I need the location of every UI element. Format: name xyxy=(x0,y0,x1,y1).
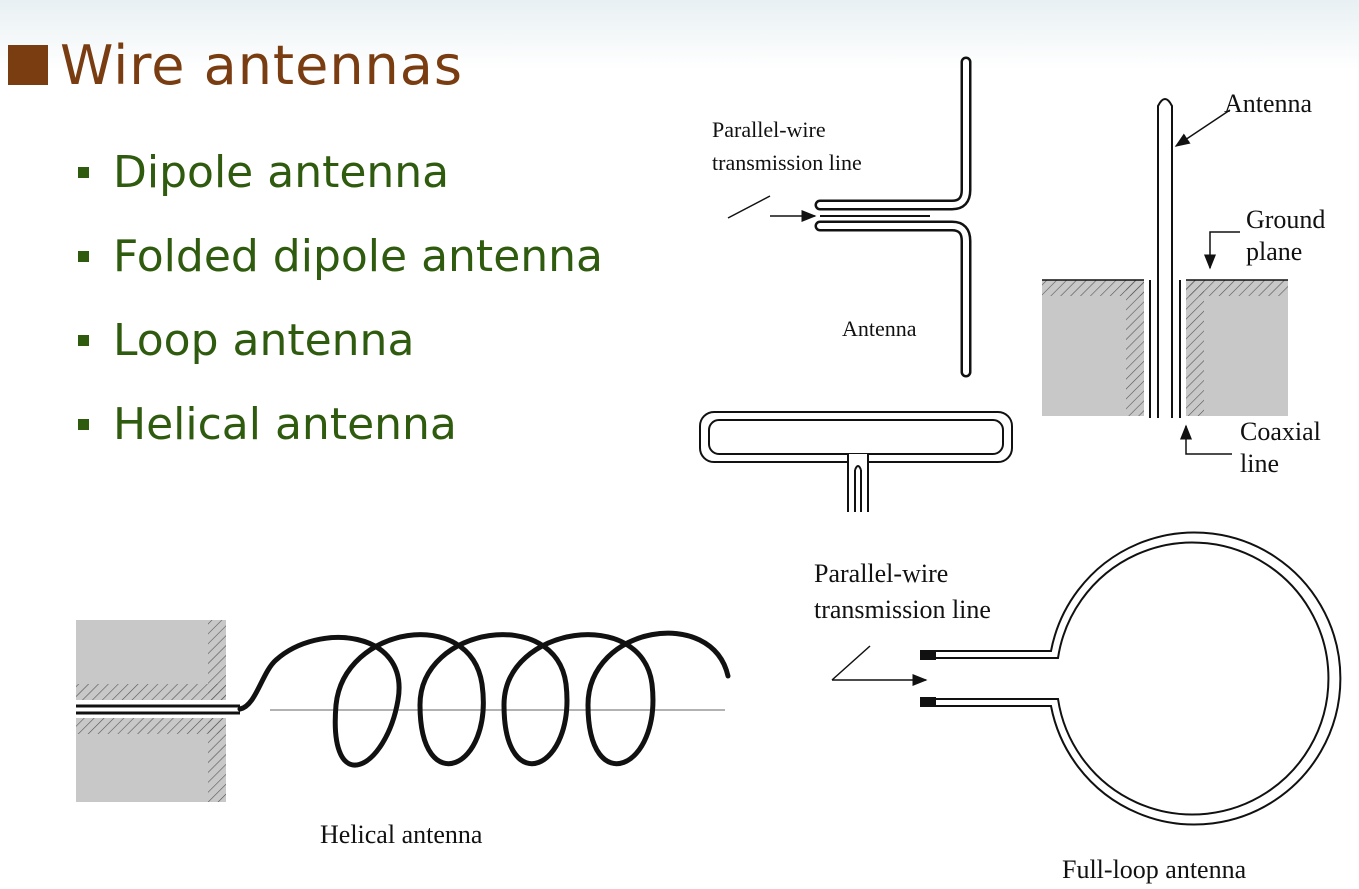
loop-feed-arrow xyxy=(832,646,870,680)
dipole-lower-arm xyxy=(820,226,966,372)
monopole-element xyxy=(1158,99,1172,418)
coaxial-line-arrow xyxy=(1186,426,1232,454)
monopole-antenna-label: Antenna xyxy=(1224,89,1313,118)
slide-title-text: Wire antennas xyxy=(60,33,463,97)
helix-coil xyxy=(240,633,728,765)
monopole-diagram xyxy=(1042,89,1325,478)
ground-plane-arrow xyxy=(1210,232,1240,268)
dipole-diagram xyxy=(712,62,966,372)
dipole-feed-label: transmission line xyxy=(712,150,862,175)
bullet-text: Helical antenna xyxy=(113,398,457,450)
bullet-text: Dipole antenna xyxy=(113,146,450,198)
coaxial-line-label: line xyxy=(1240,449,1279,478)
bullet-text: Folded dipole antenna xyxy=(113,230,603,282)
loop-outer xyxy=(926,533,1340,825)
folded-dipole-diagram xyxy=(700,412,1012,512)
dipole-upper-arm xyxy=(820,62,966,205)
ground-plane-label: plane xyxy=(1246,237,1303,266)
monopole-antenna-arrow xyxy=(1176,110,1230,146)
loop-caption: Full-loop antenna xyxy=(1062,855,1247,884)
dipole-antenna-label: Antenna xyxy=(842,316,917,341)
ground-plane-label: Ground xyxy=(1246,205,1326,234)
helical-caption: Helical antenna xyxy=(320,820,483,849)
loop-diagram xyxy=(814,533,1340,884)
coaxial-line-label: Coaxial xyxy=(1240,417,1321,446)
bullet-text: Loop antenna xyxy=(113,314,415,366)
loop-feed-label: transmission line xyxy=(814,595,991,624)
dipole-feed-arrow xyxy=(728,196,770,218)
dipole-feed-label: Parallel-wire xyxy=(712,117,826,142)
helical-diagram xyxy=(76,620,728,849)
loop-inner xyxy=(934,543,1328,815)
loop-feed-label: Parallel-wire xyxy=(814,559,949,588)
